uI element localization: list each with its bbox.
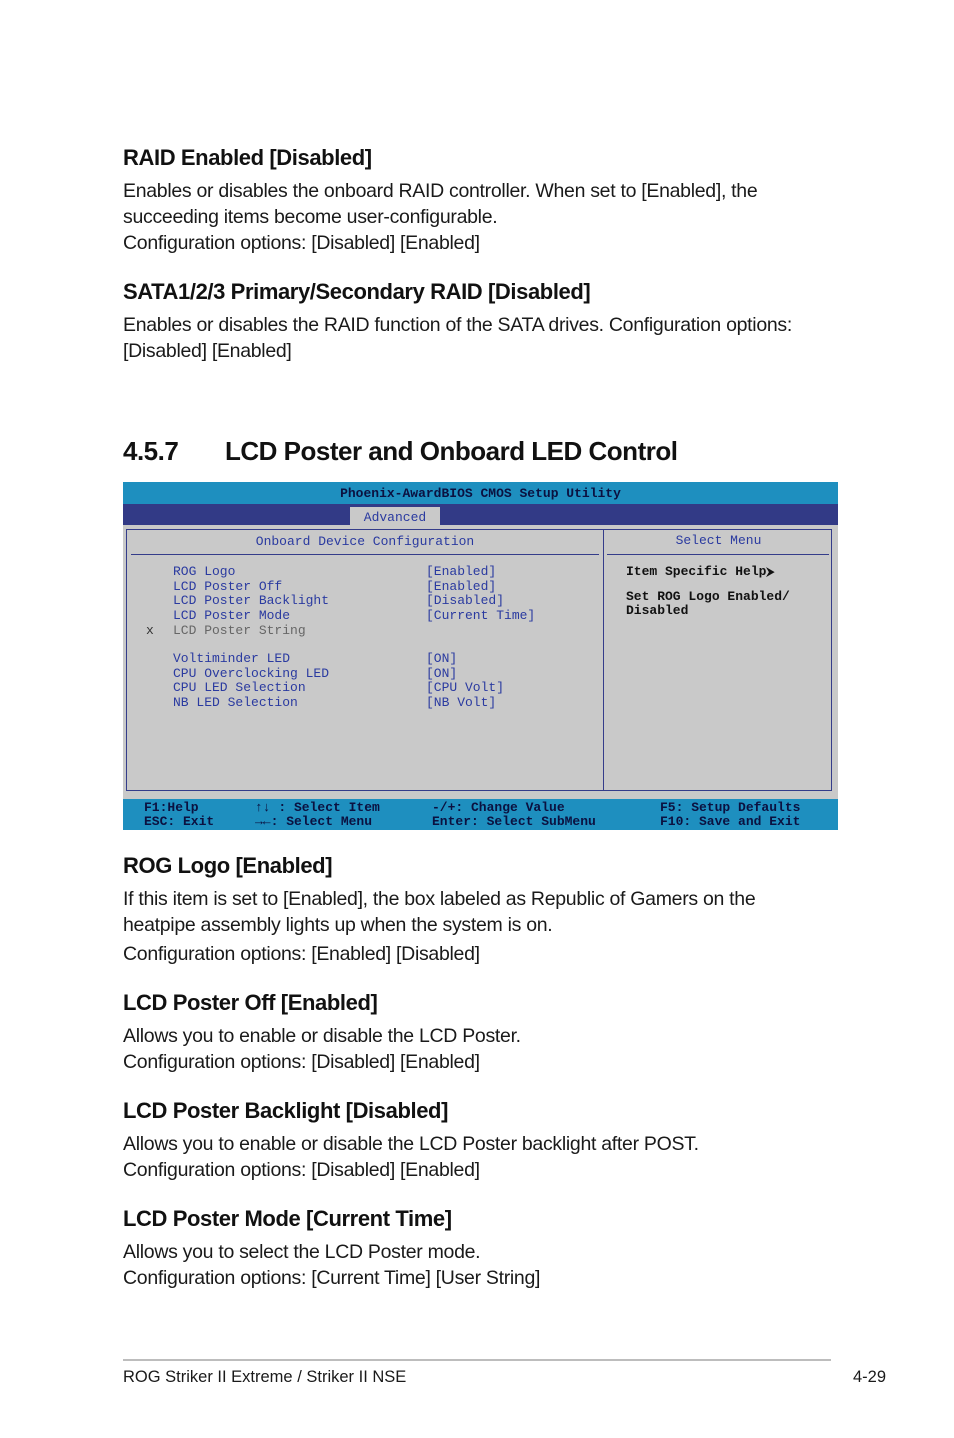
bios-item-value: [Enabled] <box>426 579 497 594</box>
bios-column-divider <box>603 530 604 790</box>
rog-logo-desc-line-2: heatpipe assembly lights up when the system is on. <box>123 914 553 936</box>
raid-desc-line-2: succeeding items become user-configurable. <box>123 206 498 228</box>
footer-product: ROG Striker II Extreme / Striker II NSE <box>123 1368 407 1386</box>
bios-left-header: Onboard Device Configuration <box>255 534 475 549</box>
key-exit: ESC: Exit <box>144 814 215 829</box>
bios-right-header-rule <box>607 554 829 555</box>
lcd-mode-desc-line-2: Configuration options: [Current Time] [User String] <box>123 1267 541 1289</box>
bios-item-label: CPU Overclocking LED <box>173 666 330 681</box>
bios-item-label: ROG Logo <box>173 564 236 579</box>
raid-desc-line-1: Enables or disables the onboard RAID controller. When set to [Enabled], the <box>123 180 758 202</box>
bios-item-value: [NB Volt] <box>426 695 497 710</box>
lcd-mode-desc-line-1: Allows you to select the LCD Poster mode. <box>123 1241 481 1263</box>
key-change-value: -/+: Change Value <box>432 800 565 815</box>
heading-lcd-poster-off: LCD Poster Off [Enabled] <box>123 990 378 1015</box>
bios-item-label: LCD Poster Mode <box>173 608 291 623</box>
bios-key-legend <box>123 799 838 830</box>
bios-panel <box>126 529 832 791</box>
bios-title-bar: Phoenix-AwardBIOS CMOS Setup Utility <box>123 482 838 504</box>
bios-item-value: [Disabled] <box>426 593 505 608</box>
bios-item-label: Voltiminder LED <box>173 651 291 666</box>
bios-item-marker: x <box>146 623 154 638</box>
key-select-item: ↑↓ : Select Item <box>255 800 380 815</box>
bios-item-label: LCD Poster Backlight <box>173 593 330 608</box>
lcd-off-desc-line-2: Configuration options: [Disabled] [Enabled] <box>123 1051 480 1073</box>
heading-lcd-poster-backlight: LCD Poster Backlight [Disabled] <box>123 1098 448 1123</box>
rog-logo-desc-line-1: If this item is set to [Enabled], the box labeled as Republic of Gamers on the <box>123 888 756 910</box>
bios-left-header-rule <box>131 554 599 555</box>
bios-tab-bar <box>123 504 838 525</box>
bios-screen <box>123 482 838 830</box>
bios-item-value: [Enabled] <box>426 564 497 579</box>
section-number: 4.5.7 <box>123 436 179 466</box>
lcd-backlight-desc-line-2: Configuration options: [Disabled] [Enabled] <box>123 1159 480 1181</box>
bios-item-label: LCD Poster Off <box>173 579 283 594</box>
bios-item-value: [CPU Volt] <box>426 680 505 695</box>
bios-item-value: [Current Time] <box>426 608 536 623</box>
footer-page-number: 4-29 <box>853 1368 887 1386</box>
sata-desc-line-1: Enables or disables the RAID function of the SATA drives. Configuration options: <box>123 314 792 336</box>
key-select-submenu: Enter: Select SubMenu <box>432 814 596 829</box>
key-help: F1:Help <box>144 800 199 815</box>
heading-lcd-poster-mode: LCD Poster Mode [Current Time] <box>123 1206 452 1231</box>
key-setup-defaults: F5: Setup Defaults <box>660 800 801 815</box>
section-title <box>123 436 677 467</box>
key-save-exit: F10: Save and Exit <box>660 814 801 829</box>
bios-help-title-text: Item Specific Help <box>626 564 767 579</box>
bios-help-title <box>626 564 774 579</box>
raid-desc-line-3: Configuration options: [Disabled] [Enabled] <box>123 232 480 254</box>
bios-item-label: LCD Poster String <box>173 623 306 638</box>
heading-raid-enabled: RAID Enabled [Disabled] <box>123 145 372 170</box>
bios-help-line-2: Disabled <box>626 603 689 618</box>
bios-right-header: Select Menu <box>675 533 762 548</box>
section-title-text: LCD Poster and Onboard LED Control <box>225 436 678 466</box>
bios-item-label: CPU LED Selection <box>173 680 306 695</box>
lcd-backlight-desc-line-1: Allows you to enable or disable the LCD Poster backlight after POST. <box>123 1133 699 1155</box>
bios-item-label: NB LED Selection <box>173 695 298 710</box>
heading-sata-raid: SATA1/2/3 Primary/Secondary RAID [Disabled] <box>123 279 591 304</box>
key-select-menu: →←: Select Menu <box>255 814 373 829</box>
sata-desc-line-2: [Disabled] [Enabled] <box>123 340 292 362</box>
heading-rog-logo: ROG Logo [Enabled] <box>123 853 333 878</box>
bios-tab-advanced[interactable]: Advanced <box>350 507 440 525</box>
lcd-off-desc-line-1: Allows you to enable or disable the LCD Poster. <box>123 1025 521 1047</box>
bios-item-value: [ON] <box>426 651 458 666</box>
rog-logo-desc-line-3: Configuration options: [Enabled] [Disabled] <box>123 943 480 965</box>
bios-item-value: [ON] <box>426 666 458 681</box>
arrow-right-icon: ⮞ <box>766 565 775 578</box>
bios-help-line-1: Set ROG Logo Enabled/ <box>626 589 790 604</box>
footer-rule <box>123 1359 831 1361</box>
